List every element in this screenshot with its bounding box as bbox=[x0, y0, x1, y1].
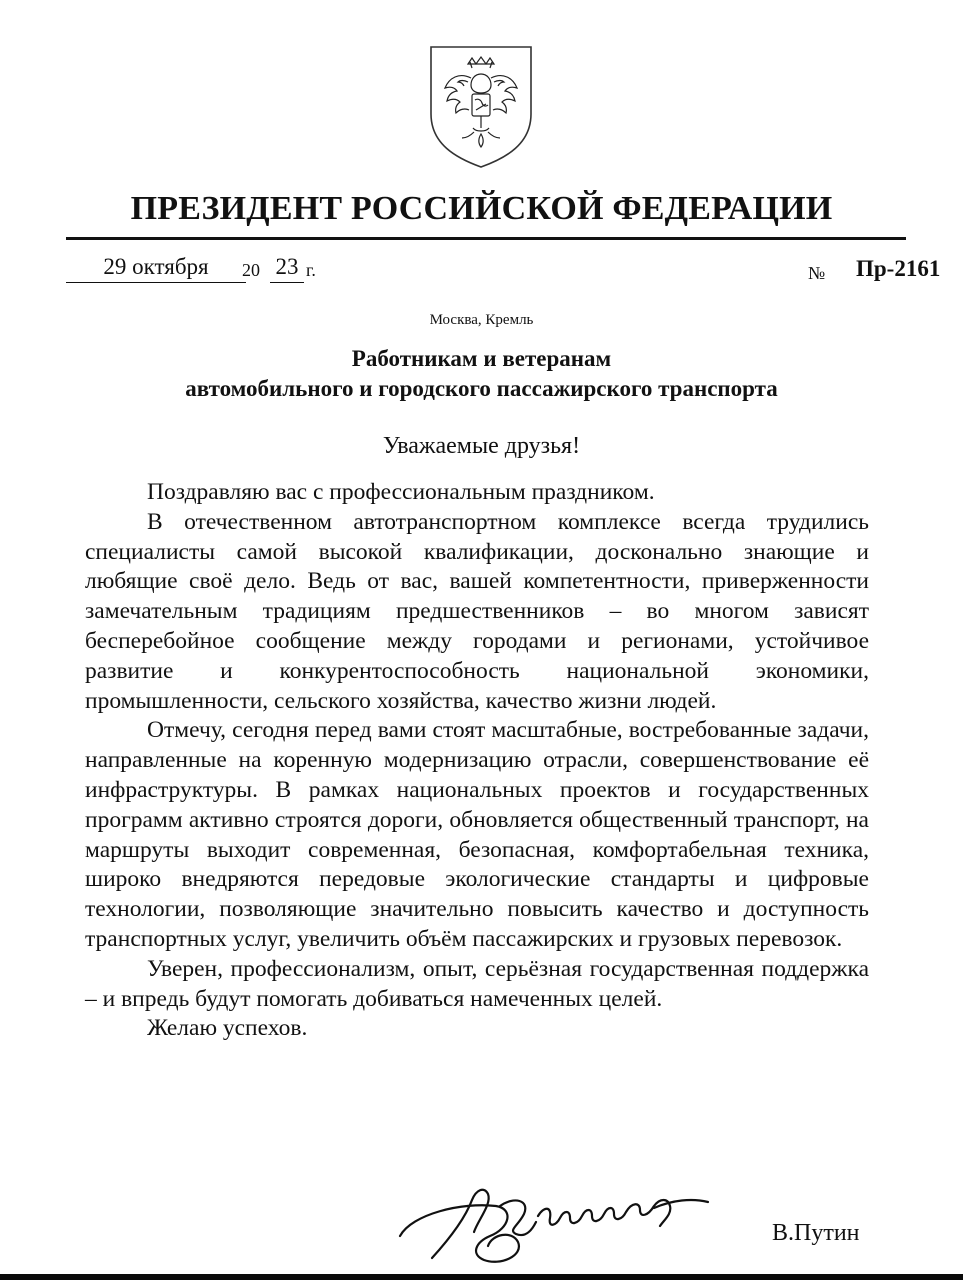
salutation: Уважаемые друзья! bbox=[382, 433, 581, 459]
body-paragraph: Отмечу, сегодня перед вами стоят масштабные, востребованные задачи, направленные на коренную модернизацию отрасли, совершенствование её инфраструктуры. В рамках национальных проектов и государственных программ активно строятся дороги, обновляется общественный транспорт, на маршруты выходит современная, безопасная, комфортабельная техника, широко внедряются передовые экологические стандарты и цифровые технологии, позволяющие значительно повысить качество и доступность транспортных услуг, увеличить объём пассажирских и грузовых перевозок. bbox=[85, 717, 869, 952]
organization-title: ПРЕЗИДЕНТ РОССИЙСКОЙ ФЕДЕРАЦИИ bbox=[130, 190, 833, 227]
date-year: 23 bbox=[270, 254, 304, 283]
document-number: Пр-2161 bbox=[856, 256, 941, 281]
header-divider bbox=[66, 237, 906, 240]
scan-bottom-edge bbox=[0, 1274, 963, 1280]
signer-name: В.Путин bbox=[772, 1220, 860, 1246]
date-day-month: 29 октября bbox=[66, 254, 246, 283]
coat-of-arms-emblem bbox=[428, 44, 534, 170]
body-paragraph: Желаю успехов. bbox=[147, 1015, 308, 1042]
body-paragraph: Уверен, профессионализм, опыт, серьёзная государственная поддержка – и впредь будут помогать добиваться намеченных целей. bbox=[85, 955, 869, 1012]
body-paragraph: Поздравляю вас с профессиональным праздником. bbox=[147, 479, 655, 505]
number-sign: № bbox=[808, 263, 826, 283]
heading-line-2: автомобильного и городского пассажирского транспорта bbox=[185, 376, 778, 401]
document-place: Москва, Кремль bbox=[429, 312, 534, 328]
heading-line-1: Работникам и ветеранам bbox=[351, 346, 612, 371]
date-suffix: г. bbox=[306, 260, 316, 280]
document-date bbox=[66, 254, 366, 288]
letter-heading bbox=[60, 344, 903, 404]
handwritten-signature bbox=[392, 1176, 722, 1272]
letter-body bbox=[85, 478, 869, 1044]
date-century: 20 bbox=[242, 260, 260, 280]
body-paragraph: В отечественном автотранспортном комплексе всегда трудились специалисты самой высокой квалификации, досконально знающие и любящие своё дело. Ведь от вас, вашей компетентности, приверженности замечательным традициям предшественников – во многом зависят бесперебойное сообщение между городами и регионами, устойчивое развитие и конкурентоспособность национальной экономики, промышленности, сельского хозяйства, качество жизни людей. bbox=[85, 508, 869, 714]
